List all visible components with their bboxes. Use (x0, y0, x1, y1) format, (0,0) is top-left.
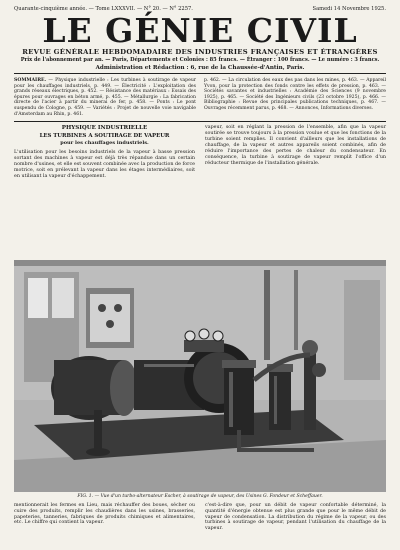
article-left-column (14, 125, 195, 179)
turbine-photograph (14, 260, 386, 492)
article-right-text: vapeur, soit en réglant la pression de l'ensemble, afin que la vapeur soutirée se trouve toujours à la pression voulue et que les fonctions de la turbine soient remplies. Il convient d'ailleurs que les installations de chauffage, de la vapeur et autres appareils soient combinés, afin de réduire l'importance des pertes de chaleur du condensateur. En conséquence, la turbine à soutirage de vapeur remplit l'office d'un réducteur thermique de l'installation générale. (205, 125, 386, 166)
figure-caption: FIG. 1. — Vue d'un turbo-alternateur Escher, à soutirage de vapeur, des Usines G. Fondeur et Scheffauer. (77, 494, 323, 499)
summary-block (14, 78, 386, 117)
summary-right-text: p. 462. — La circulation des eaux des pas dans les mines, p. 463. — Appareil Yvon, pour la protection des fonds contre les effets de pression, p. 463. — Sociétés savantes et industrielles : Académie des Sciences (9 novembre 1925), p. 465. — Société des Ingénieurs civils (23 octobre 1925), p. 466. — Bibliographie : Revue des principales publications techniques, p. 467. — Ouvrages récemment parus, p. 468. — Annonces, Informations diverses. (204, 78, 386, 111)
article-title: LES TURBINES A SOUTIRAGE DE VAPEUR (39, 133, 170, 140)
article-intro (14, 125, 386, 179)
summary-left (14, 78, 196, 117)
article-continuation (14, 503, 386, 532)
header-rule (14, 73, 386, 74)
administration-address: Administration et Rédaction : 6, rue de la Chaussée-d'Antin, Paris. (95, 65, 305, 71)
newspaper-page (14, 6, 386, 546)
summary-right (204, 78, 386, 117)
summary-rule (14, 121, 386, 122)
subscription-prices: Prix de l'abonnement par an. — Paris, Départements et Colonies : 85 francs. — Étranger : 100 francs. — Le numéro : 3 francs. (20, 57, 380, 63)
article-subtitle: pour les chauffages industriels. (60, 139, 149, 146)
turbine-illustration (14, 260, 386, 492)
masthead-subtitle: REVUE GÉNÉRALE HEBDOMADAIRE DES INDUSTRIES FRANÇAISES ET ÉTRANGÈRES (22, 48, 378, 56)
article-right-column (205, 125, 386, 179)
summary-label: SOMMAIRE. (14, 78, 47, 83)
section-heading: PHYSIQUE INDUSTRIELLE (61, 125, 148, 132)
issue-number: Quarante-cinquième année. — Tome LXXXVII. — N° 20. — N° 2257. (14, 6, 193, 12)
article-left-text: L'utilisation pour les besoins industriels de la vapeur à basse pression sortant des machines à vapeur est déjà très répandue dans un certain nombre d'usines, et elle est souvent combinée avec la production de force motrice, soit en prélevant la vapeur dans les étages intermédiaires, soit en utilisant la vapeur d'échappement. (14, 149, 195, 179)
issue-date: Samedi 14 Novembre 1925. (312, 6, 386, 12)
bottom-right-column: c'est-à-dire que, pour un débit de vapeur confortable déterminé, la quantité d'énergie obtenue est plus grande que pour le même débit de vapeur de condensation. La distribution du régime de la vapeur, ou des turbines à soutirage de vapeur, pendant l'utilisation du chauffage de la vapeur. (205, 503, 386, 532)
bottom-left-column: mentionnerait les fermes en Lieu, mais réchauffer des boues, sécher ou cuire des produits, remplir les chaudières dans les usines, brasseries, papeteries, tanneries, fabriques de produits chimiques et alimentaires, etc. Le chiffre qui contient la vapeur. (14, 503, 195, 526)
summary-left-text: — Physique industrielle : Les turbines à soutirage de vapeur pour les chauffages industriels, p. 449. — Électricité : L'exploitation des grands réseaux électriques, p. 452. — Résistance des matériaux : Essais des épures pour ouvrages en béton armé, p. 455. — Métallurgie : La fabrication directe de l'acier à partir du minerai de fer, p. 458. — Ponts : Le pont suspendu de Cologne, p. 459. — Variétés : Projet de nouvelle voie navigable d'Amsterdam au Rhin, p. 461. (14, 78, 196, 117)
masthead-title: LE GÉNIE CIVIL (42, 11, 358, 50)
